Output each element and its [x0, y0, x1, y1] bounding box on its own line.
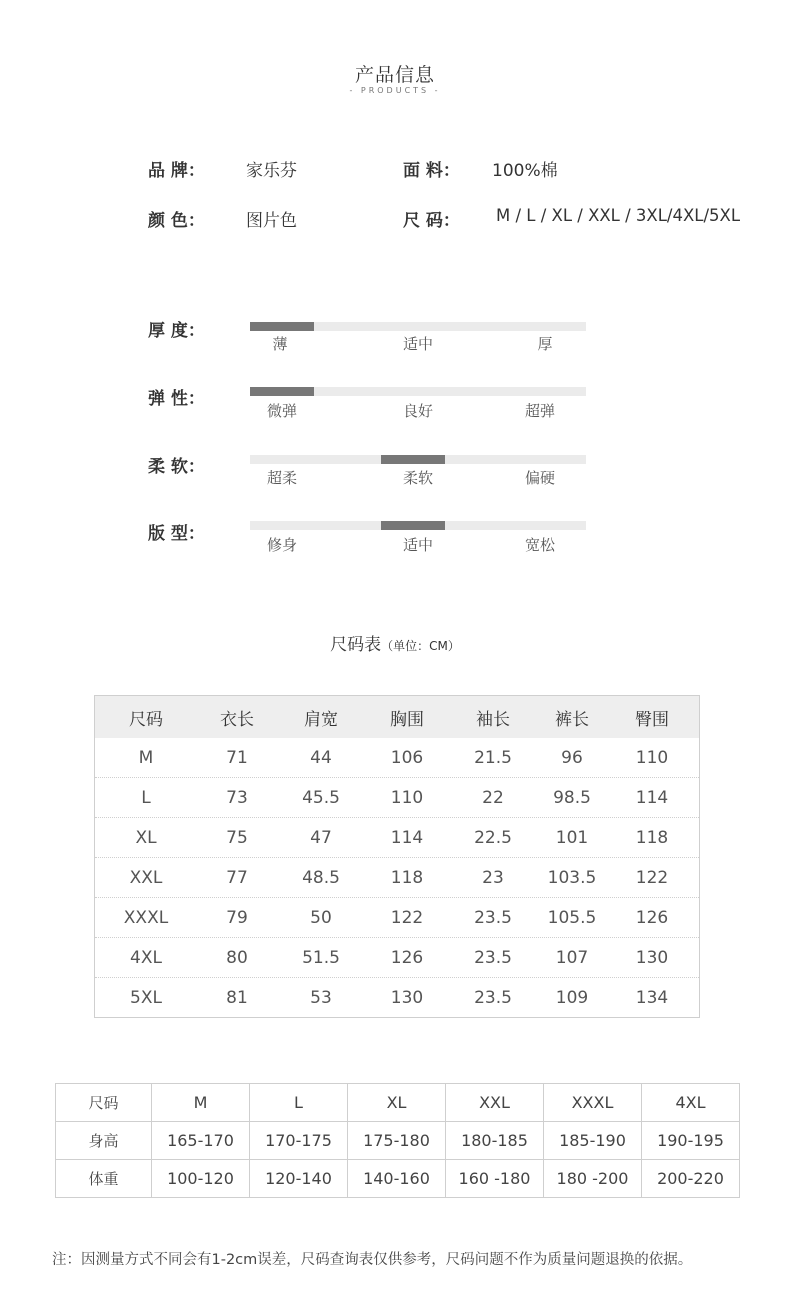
scale-indicator	[250, 387, 314, 396]
table-cell: M	[152, 1084, 250, 1122]
info-fabric-label: 面 料：	[403, 161, 460, 181]
info-color-value: 图片色	[246, 211, 297, 231]
table-cell: 140-160	[348, 1160, 446, 1198]
table-cell: 23.5	[474, 907, 512, 928]
size-table-title	[0, 630, 790, 655]
table-cell: 118	[635, 827, 669, 848]
table-cell: 114	[390, 827, 424, 848]
scale-tick: 柔软	[402, 469, 433, 487]
table-cell: 22.5	[474, 827, 512, 848]
table-cell: 22	[482, 787, 504, 808]
table-cell: 23.5	[474, 987, 512, 1008]
table-cell: 尺码	[56, 1084, 152, 1122]
table-cell: 175-180	[348, 1122, 446, 1160]
table-cell: 23.5	[474, 947, 512, 968]
info-size-value: M / L / XL / XXL / 3XL/4XL/5XL	[496, 206, 741, 225]
scale-elasticity	[148, 384, 223, 409]
table-cell: 96	[561, 747, 583, 768]
table-cell: XL	[348, 1084, 446, 1122]
table-cell: 130	[635, 947, 669, 968]
table-cell: 体重	[56, 1160, 152, 1198]
table-cell: 118	[390, 867, 424, 888]
scale-label: 弹 性：	[148, 389, 205, 409]
table-cell: 114	[635, 787, 669, 808]
scale-softness	[148, 452, 223, 477]
scale-tick: 薄	[272, 335, 288, 353]
table-cell: 160 -180	[446, 1160, 544, 1198]
info-color	[148, 206, 223, 231]
table-cell: XXXL	[544, 1084, 642, 1122]
scale-fit	[148, 519, 223, 544]
table-cell: 109	[555, 987, 589, 1008]
size-table-unit: （单位：CM）	[381, 639, 460, 653]
fit-table	[55, 1083, 740, 1198]
scale-indicator	[381, 521, 445, 530]
table-cell: 110	[390, 787, 424, 808]
table-cell: 122	[390, 907, 424, 928]
info-brand-value: 家乐芬	[246, 161, 297, 181]
table-cell: 75	[226, 827, 248, 848]
size-table-header	[95, 696, 699, 738]
column-header: 臀围	[635, 709, 669, 730]
table-cell: 185-190	[544, 1122, 642, 1160]
table-cell: 98.5	[553, 787, 591, 808]
table-cell: 107	[555, 947, 589, 968]
table-cell: XXL	[446, 1084, 544, 1122]
table-cell: 122	[635, 867, 669, 888]
table-cell: XL	[135, 827, 157, 848]
table-row	[95, 857, 699, 897]
scale-label: 版 型：	[148, 524, 205, 544]
table-cell: 190-195	[642, 1122, 740, 1160]
table-cell: XXXL	[123, 907, 169, 928]
scale-tick: 厚	[537, 335, 553, 353]
info-fabric-value: 100%棉	[492, 161, 558, 181]
table-cell: 170-175	[250, 1122, 348, 1160]
table-cell: 180-185	[446, 1122, 544, 1160]
scale-tick: 超柔	[266, 469, 297, 487]
table-cell: 身高	[56, 1122, 152, 1160]
table-cell: 50	[310, 907, 332, 928]
scale-track	[250, 455, 586, 464]
column-header: 尺码	[129, 709, 163, 730]
table-cell: 105.5	[547, 907, 597, 928]
scale-indicator	[381, 455, 445, 464]
table-cell: 134	[635, 987, 669, 1008]
table-cell: 81	[226, 987, 248, 1008]
table-cell: 4XL	[642, 1084, 740, 1122]
column-header: 衣长	[220, 709, 254, 730]
table-cell: 79	[226, 907, 248, 928]
table-cell: 103.5	[547, 867, 597, 888]
table-cell: 4XL	[130, 947, 162, 968]
table-cell: L	[250, 1084, 348, 1122]
table-cell: 100-120	[152, 1160, 250, 1198]
scale-track	[250, 322, 586, 331]
table-row	[95, 897, 699, 937]
table-row	[56, 1084, 740, 1122]
table-cell: 5XL	[130, 987, 162, 1008]
table-cell: 73	[226, 787, 248, 808]
page-subtitle: - PRODUCTS -	[349, 86, 441, 95]
table-row	[56, 1122, 740, 1160]
table-cell: 110	[635, 747, 669, 768]
scale-tick: 良好	[402, 402, 433, 420]
table-cell: 48.5	[302, 867, 340, 888]
column-header: 胸围	[390, 709, 424, 730]
table-row	[95, 817, 699, 857]
table-cell: XXL	[129, 867, 163, 888]
table-row	[95, 738, 699, 777]
scale-tick: 偏硬	[524, 469, 555, 487]
scale-tick: 宽松	[524, 536, 555, 554]
table-cell: L	[141, 787, 151, 808]
table-cell: 77	[226, 867, 248, 888]
scale-tick: 适中	[402, 335, 433, 353]
table-cell: 101	[555, 827, 589, 848]
scale-indicator	[250, 322, 314, 331]
table-cell: 47	[310, 827, 332, 848]
info-size-label: 尺 码：	[403, 211, 460, 231]
scale-label: 柔 软：	[148, 457, 205, 477]
scale-track	[250, 521, 586, 530]
page-title: 产品信息	[354, 64, 435, 86]
table-cell: 200-220	[642, 1160, 740, 1198]
table-cell: 44	[310, 747, 332, 768]
table-cell: 21.5	[474, 747, 512, 768]
table-cell: 120-140	[250, 1160, 348, 1198]
table-row	[95, 977, 699, 1017]
table-cell: M	[138, 747, 154, 768]
size-table	[94, 695, 700, 1018]
table-cell: 126	[390, 947, 424, 968]
table-cell: 71	[226, 747, 248, 768]
info-color-label: 颜 色：	[148, 211, 205, 231]
column-header: 袖长	[476, 709, 510, 730]
column-header: 裤长	[555, 709, 589, 730]
table-cell: 51.5	[302, 947, 340, 968]
scale-tick: 微弹	[266, 402, 297, 420]
table-row	[56, 1160, 740, 1198]
table-cell: 165-170	[152, 1122, 250, 1160]
table-cell: 180 -200	[544, 1160, 642, 1198]
table-cell: 45.5	[302, 787, 340, 808]
column-header: 肩宽	[304, 709, 338, 730]
info-fabric	[403, 156, 478, 181]
table-cell: 130	[390, 987, 424, 1008]
scale-label: 厚 度：	[148, 321, 205, 341]
scale-thickness	[148, 316, 223, 341]
scale-tick: 超弹	[524, 402, 555, 420]
measurement-note: 注：因测量方式不同会有1-2cm误差，尺码查询表仅供参考，尺码问题不作为质量问题退换的依据。	[52, 1252, 693, 1268]
scale-tick: 修身	[266, 536, 297, 554]
info-brand	[148, 156, 223, 181]
table-cell: 23	[482, 867, 504, 888]
info-size	[403, 206, 478, 231]
scale-tick: 适中	[402, 536, 433, 554]
table-cell: 126	[635, 907, 669, 928]
table-cell: 53	[310, 987, 332, 1008]
table-cell: 80	[226, 947, 248, 968]
size-table-title-text: 尺码表	[330, 635, 382, 655]
table-row	[95, 777, 699, 817]
table-row	[95, 937, 699, 977]
table-cell: 106	[390, 747, 424, 768]
scale-track	[250, 387, 586, 396]
info-brand-label: 品 牌：	[148, 161, 205, 181]
